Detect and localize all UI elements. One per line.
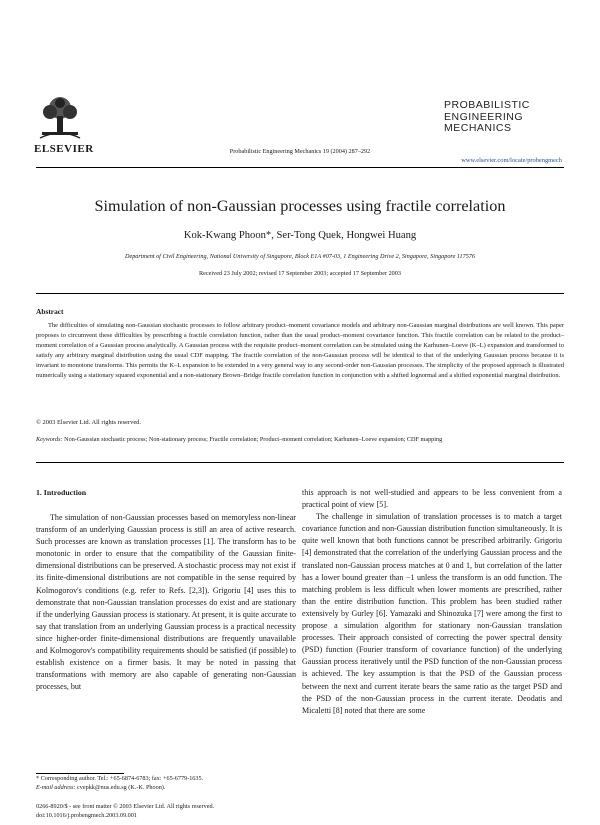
abstract-bottom-rule: [36, 462, 564, 463]
abstract-body: The difficulties of simulating non-Gaussian stochastic processes to follow arbitrary product–moment covariance models and arbitrary non-Gaussian marginal distributions are well known. This paper proposes to circumvent these difficulties by prescribing a fractile correlation function, rather than the usual product–moment covariance function. This fractile correlation can be related to the product–moment correlation of a Gaussian process analytically. A Gaussian process with the requisite product–moment correlation can be simulated using the Karhunen–Loeve (K–L) expansion and transformed to satisfy any arbitrary marginal distribution using the usual CDF mapping. The fractile correlation of the non-Gaussian process will be identical to that of the underlying Gaussian process because it is invariant to monotone transforms. This permits the K–L expansion to be extended in a very general way to any second-order non-Gaussian processes. The simplicity of the proposed approach is illustrated numerically using a stationary squared exponential and a non-stationary Brown–Bridge fractile correlation function in conjunction with a shifted lognormal and a shifted exponential marginal distribution.: [36, 322, 564, 380]
journal-website-link[interactable]: www.elsevier.com/locate/probengmech: [461, 157, 562, 164]
abstract-heading: Abstract: [36, 307, 64, 316]
footnote-rule: [36, 773, 124, 774]
corresponding-author-footnote: [36, 775, 203, 792]
article-title: Simulation of non-Gaussian processes using fractile correlation: [94, 197, 506, 215]
journal-logo: [444, 100, 564, 135]
paragraph: The simulation of non-Gaussian processes based on memoryless non-linear transform of an underlying Gaussian process is still an area of active research. Such processes are known as translation processes [1]. The transform has to be monotonic in order to ensure that the compatibility of the Gaussian finite-dimensional distributions can be preserved. A stochastic process may not exist if its finite-dimensional distributions are not compatible in the sense required by Kolmogorov's conditions (e.g. refer to Refs. [2,3]). Grigoriu [4] uses this to demonstrate that non-Gaussian translation processes do exist and are stationary if the underlying Gaussian process is stationary. At present, it is quite accurate to say that translation from an underlying Gaussian process is a practical necessity since higher-order finite-dimensional distributions are frequently unavailable and Kolmogorov's compatibility requirements should be satisfied (if possible) to establish existence on a firmer basis. It may be noted in passing that transformations with memory are also capable of generating non-Gaussian processes, but: [36, 513, 296, 692]
email-address[interactable]: cvepkk@nus.edu.sg (K.-K. Phoon).: [77, 783, 166, 791]
footnote-email-line: [36, 784, 203, 793]
received-dates: Received 23 July 2002; revised 17 September 2003; accepted 17 September 2003: [199, 270, 401, 277]
abstract-top-rule: [36, 293, 564, 294]
issn-doi: [36, 803, 214, 821]
header-rule: [36, 167, 564, 168]
journal-logo-line: MECHANICS: [444, 122, 512, 134]
journal-logo-line: PROBABILISTIC: [444, 99, 530, 111]
paragraph: this approach is not well-studied and appears to be less convenient from a practical point of view [5].: [302, 488, 562, 510]
intro-left-column: [36, 512, 296, 693]
keywords-list: Non-Gaussian stochastic process; Non-stationary process; Fractile correlation; Product–moment correlation; Karhunen–Loeve expansion; CDF mapping: [64, 436, 443, 443]
publisher-name: ELSEVIER: [34, 143, 94, 155]
elsevier-tree-logo: [36, 94, 84, 140]
doi-line[interactable]: doi:10.1016/j.probengmech.2003.09.001: [36, 811, 137, 819]
journal-citation: Probabilistic Engineering Mechanics 19 (2004) 287–292: [229, 148, 371, 155]
keywords-label: Keywords:: [36, 436, 63, 443]
footnote-line: * Corresponding author. Tel.: +65-6874-6783; fax: +65-6779-1635.: [36, 775, 204, 782]
abstract-copyright: © 2003 Elsevier Ltd. All rights reserved.: [36, 419, 142, 426]
keywords: [36, 435, 564, 445]
intro-right-column: [302, 487, 562, 717]
section-heading: 1. Introduction: [36, 488, 87, 497]
author-affiliation: Department of Civil Engineering, National University of Singapore, Block E1A #07-03, 1 Engineering Drive 2, Singapore, Singapore 117576: [124, 253, 475, 260]
journal-logo-line: ENGINEERING: [444, 110, 524, 123]
paragraph: The challenge in simulation of translation processes is to match a target covariance function and non-Gaussian distribution function simultaneously. It is quite well known that both functions cannot be prescribed arbitrarily. Grigoriu [4] demonstrated that the correlation of the underlying Gaussian process and the translated non-Gaussian process matches at 0 and 1, but correlation of the latter has a lower bound greater than −1 unless the transform is an odd function. The matching problem is less difficult when lower moments are prescribed, rather than the entire distribution function. This problem has been studied rather extensively by Gurley [6]. Yamazaki and Shinozuka [7] were among the first to propose a simulation algorithm for stationary non-Gaussian translation processes. Their approach consisted of correcting the power spectral density (PSD) function (Fourier transform of covariance function) of the underlying Gaussian process iteratively until the PSD function of the non-Gaussian process is achieved. The key assumption is that the PSD of the Gaussian process between the next and current iterate bears the same ratio as the target PSD and the PSD of the non-Gaussian process in the current iterate. Deodatis and Micaletti [8] noted that there are some: [302, 512, 562, 715]
issn-line: 0266-8920/$ - see front matter © 2003 Elsevier Ltd. All rights reserved.: [36, 803, 215, 810]
article-authors: Kok-Kwang Phoon*, Ser-Tong Quek, Hongwei Huang: [183, 230, 417, 241]
email-label: E-mail address:: [36, 783, 76, 791]
